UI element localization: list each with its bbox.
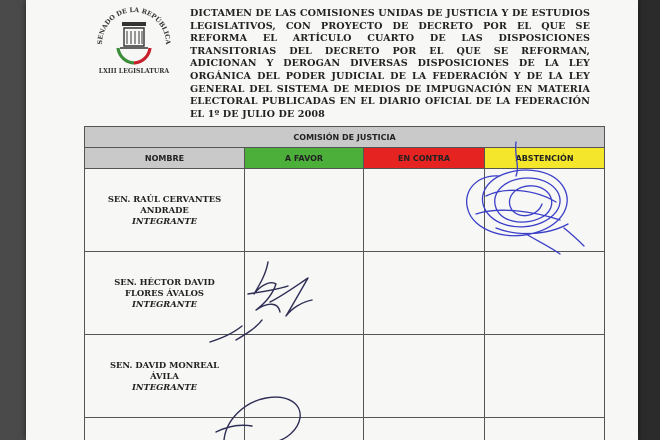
member-row-partial: [85, 418, 605, 440]
vote-cell-favor: [245, 335, 364, 418]
vote-cell-favor: [245, 169, 364, 252]
senate-seal-logo: [88, 0, 180, 76]
member-name-line1: SEN. DAVID MONREAL: [109, 359, 220, 370]
member-name-cell: [85, 418, 245, 440]
document-page: [26, 0, 638, 440]
member-row: [85, 169, 605, 252]
vote-cell-abstention: [485, 418, 605, 440]
member-row: [85, 335, 605, 418]
scan-left-border: [0, 0, 26, 440]
member-name-cell: [85, 169, 245, 252]
column-header-contra: EN CONTRA: [364, 148, 485, 169]
vote-cell-contra: [364, 169, 485, 252]
member-name-cell: [85, 335, 245, 418]
vote-table: [84, 126, 605, 440]
column-header-abstention: ABSTENCIÓN: [485, 148, 605, 169]
column-header-favor: A FAVOR: [245, 148, 364, 169]
commission-caption: COMISIÓN DE JUSTICIA: [85, 127, 605, 148]
member-row: [85, 252, 605, 335]
vote-cell-contra: [364, 418, 485, 440]
column-header-name: NOMBRE: [85, 148, 245, 169]
member-role: INTEGRANTE: [131, 381, 198, 392]
member-name-line2: FLORES ÁVALOS: [125, 287, 204, 298]
member-name-line1: SEN. RAÚL CERVANTES: [107, 193, 222, 204]
vote-cell-contra: [364, 335, 485, 418]
vote-cell-contra: [364, 252, 485, 335]
document-heading: DICTAMEN DE LAS COMISIONES UNIDAS DE JUSTICIA Y DE ESTUDIOS LEGISLATIVOS, CON PROYECTO DE DECRETO POR EL QUE SE REFORMA EL ARTÍCULO CUARTO DE LAS DISPOSICIONES TRANSITORIAS DEL DECRETO POR EL QUE SE REFORMAN, ADICIONAN Y DEROGAN DIVERSAS DISPOSICIONES DE LA LEY ORGÁNICA DEL PODER JUDICIAL DE LA FEDERACIÓN Y DE LA LEY GENERAL DEL SISTEMA DE MEDIOS DE IMPUGNACIÓN EN MATERIA ELECTORAL PUBLICADAS EN EL DIARIO OFICIAL DE LA FEDERACIÓN EL 1º DE JULIO DE 2008: [190, 8, 590, 120]
seal-top-text: SENADO DE LA REPÚBLICA: [95, 5, 173, 45]
seal-bottom-text: LXIII LEGISLATURA: [98, 68, 170, 75]
vote-cell-abstention: [485, 169, 605, 252]
member-name-line2: ÁVILA: [150, 370, 179, 381]
vote-cell-favor: [245, 252, 364, 335]
vote-cell-abstention: [485, 252, 605, 335]
member-role: INTEGRANTE: [131, 298, 198, 309]
member-name-cell: [85, 252, 245, 335]
member-name-line1: SEN. HÉCTOR DAVID: [114, 276, 215, 287]
member-name-line2: ANDRADE: [140, 204, 189, 215]
member-role: INTEGRANTE: [131, 215, 198, 226]
vote-cell-abstention: [485, 335, 605, 418]
scan-right-border: [638, 0, 660, 440]
vote-cell-favor: [245, 418, 364, 440]
